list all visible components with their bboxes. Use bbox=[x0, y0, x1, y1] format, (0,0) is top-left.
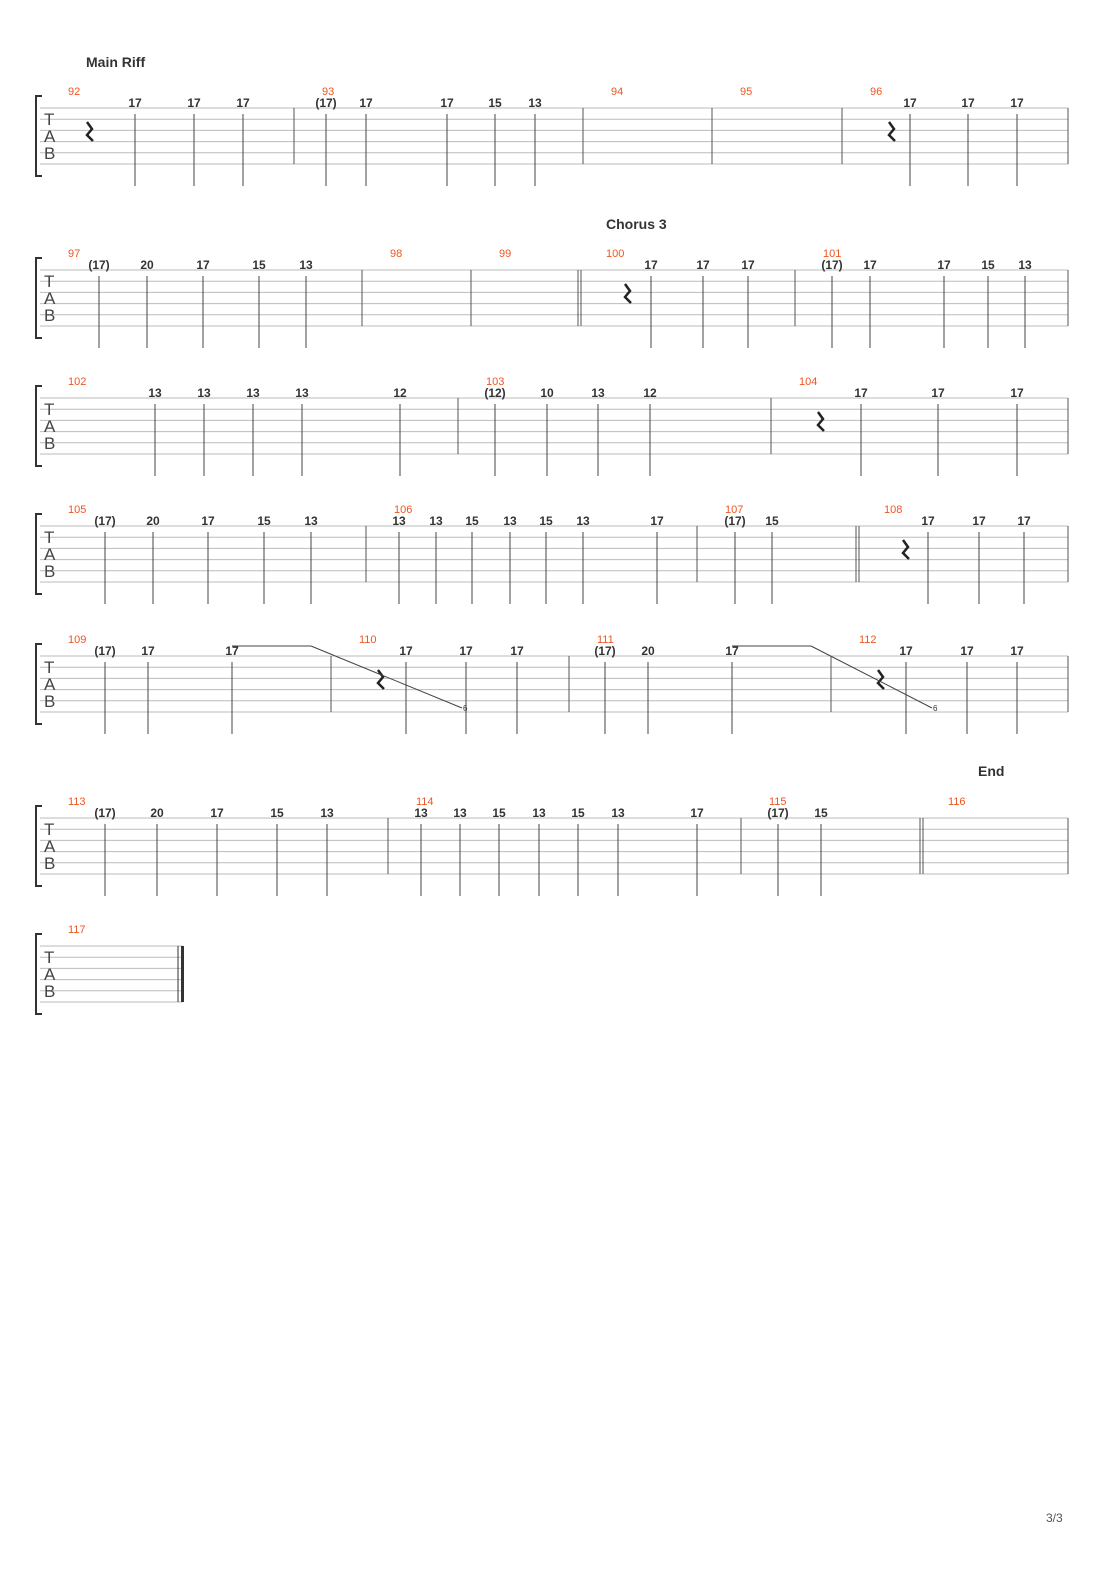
tab-clef-letter: T bbox=[44, 658, 55, 677]
fret-number: 12 bbox=[393, 386, 407, 400]
fret-number: 13 bbox=[304, 514, 318, 528]
slide-target-fret: 6 bbox=[933, 704, 938, 713]
fret-number: 17 bbox=[854, 386, 868, 400]
bar-number: 114 bbox=[416, 796, 434, 808]
tab-clef-letter: T bbox=[44, 272, 55, 291]
fret-number: 15 bbox=[252, 258, 266, 272]
quarter-rest bbox=[378, 670, 384, 689]
bar-number: 110 bbox=[359, 634, 377, 646]
tab-clef-letter: B bbox=[44, 982, 56, 1001]
bar-number: 106 bbox=[394, 504, 413, 516]
bar-number: 112 bbox=[859, 634, 877, 646]
fret-number: 12 bbox=[643, 386, 657, 400]
fret-number: 17 bbox=[459, 644, 473, 658]
tab-clef-letter: B bbox=[44, 692, 56, 711]
fret-number: 10 bbox=[540, 386, 554, 400]
bar-number: 115 bbox=[769, 796, 787, 808]
fret-number: 13 bbox=[299, 258, 313, 272]
bar-number: 96 bbox=[870, 86, 883, 98]
fret-number: 15 bbox=[571, 806, 585, 820]
tab-clef-letter: A bbox=[44, 545, 56, 564]
tab-clef-letter: A bbox=[44, 127, 56, 146]
bar-number: 103 bbox=[486, 376, 505, 388]
fret-number: 17 bbox=[440, 96, 454, 110]
fret-number: 15 bbox=[270, 806, 284, 820]
fret-number: 13 bbox=[576, 514, 590, 528]
fret-number: 20 bbox=[641, 644, 655, 658]
fret-number: 15 bbox=[257, 514, 271, 528]
fret-number: 17 bbox=[960, 644, 974, 658]
fret-number: 13 bbox=[528, 96, 542, 110]
fret-number: 17 bbox=[225, 644, 239, 658]
bar-number: 100 bbox=[606, 248, 625, 260]
quarter-rest bbox=[878, 670, 884, 689]
fret-number: 15 bbox=[765, 514, 779, 528]
bar-number: 104 bbox=[799, 376, 818, 388]
bar-number: 95 bbox=[740, 86, 753, 98]
fret-number: 15 bbox=[465, 514, 479, 528]
bar-number: 105 bbox=[68, 504, 87, 516]
fret-number: 17 bbox=[937, 258, 951, 272]
fret-number: 17 bbox=[741, 258, 755, 272]
fret-number: 17 bbox=[931, 386, 945, 400]
fret-number: 17 bbox=[1010, 644, 1024, 658]
bar-number: 98 bbox=[390, 248, 403, 260]
fret-number: 13 bbox=[453, 806, 467, 820]
tab-system bbox=[36, 634, 1068, 734]
tab-clef-letter: A bbox=[44, 289, 56, 308]
tab-system bbox=[36, 796, 1068, 896]
bar-number: 109 bbox=[68, 634, 87, 646]
fret-number: 17 bbox=[201, 514, 215, 528]
bar-number: 92 bbox=[68, 86, 81, 98]
fret-number: 13 bbox=[611, 806, 625, 820]
fret-number: 17 bbox=[903, 96, 917, 110]
quarter-rest bbox=[903, 540, 909, 559]
tab-system bbox=[36, 86, 1068, 186]
tab-system bbox=[36, 376, 1068, 476]
bar-number: 94 bbox=[611, 86, 624, 98]
tab-clef-letter: A bbox=[44, 965, 56, 984]
fret-number: 17 bbox=[236, 96, 250, 110]
fret-number: 13 bbox=[591, 386, 605, 400]
bar-number: 101 bbox=[823, 248, 842, 260]
fret-number: 13 bbox=[320, 806, 334, 820]
tab-clef-letter: T bbox=[44, 948, 55, 967]
bar-number: 107 bbox=[725, 504, 744, 516]
fret-number: 15 bbox=[981, 258, 995, 272]
fret-number: 17 bbox=[650, 514, 664, 528]
fret-number: (17) bbox=[94, 514, 116, 528]
slide-line bbox=[311, 646, 462, 708]
tab-system bbox=[36, 248, 1068, 348]
tab-clef-letter: A bbox=[44, 675, 56, 694]
fret-number: 17 bbox=[187, 96, 201, 110]
tab-systems bbox=[36, 86, 1068, 1014]
slide-line bbox=[811, 646, 932, 708]
fret-number: (17) bbox=[94, 644, 116, 658]
quarter-rest bbox=[625, 284, 631, 303]
fret-number: 20 bbox=[150, 806, 164, 820]
fret-number: 17 bbox=[141, 644, 155, 658]
fret-number: 17 bbox=[921, 514, 935, 528]
fret-number: 13 bbox=[148, 386, 162, 400]
fret-number: (17) bbox=[594, 644, 616, 658]
fret-number: 13 bbox=[503, 514, 517, 528]
slide-target-fret: 6 bbox=[463, 704, 468, 713]
fret-number: 17 bbox=[690, 806, 704, 820]
tab-clef-letter: A bbox=[44, 417, 56, 436]
bar-number: 111 bbox=[597, 634, 614, 646]
fret-number: 13 bbox=[532, 806, 546, 820]
fret-number: 17 bbox=[399, 644, 413, 658]
fret-number: 15 bbox=[539, 514, 553, 528]
fret-number: 13 bbox=[246, 386, 260, 400]
fret-number: 20 bbox=[140, 258, 154, 272]
fret-number: (17) bbox=[821, 258, 843, 272]
fret-number: 17 bbox=[899, 644, 913, 658]
fret-number: 13 bbox=[429, 514, 443, 528]
tab-clef-letter: B bbox=[44, 434, 56, 453]
fret-number: 17 bbox=[510, 644, 524, 658]
section-label-chorus-3: Chorus 3 bbox=[606, 216, 667, 232]
tab-clef-letter: B bbox=[44, 854, 56, 873]
tab-clef-letter: A bbox=[44, 837, 56, 856]
fret-number: 17 bbox=[696, 258, 710, 272]
bar-number: 116 bbox=[948, 796, 966, 808]
quarter-rest bbox=[818, 412, 824, 431]
fret-number: 17 bbox=[1010, 96, 1024, 110]
fret-number: 17 bbox=[1017, 514, 1031, 528]
tab-clef-letter: T bbox=[44, 820, 55, 839]
bar-number: 108 bbox=[884, 504, 903, 516]
fret-number: 13 bbox=[295, 386, 309, 400]
fret-number: 15 bbox=[814, 806, 828, 820]
bar-number: 97 bbox=[68, 248, 81, 260]
quarter-rest bbox=[889, 122, 895, 141]
final-barline-thick bbox=[181, 946, 184, 1002]
tab-clef-letter: B bbox=[44, 306, 56, 325]
tab-clef-letter: B bbox=[44, 144, 56, 163]
fret-number: 13 bbox=[197, 386, 211, 400]
fret-number: 15 bbox=[488, 96, 502, 110]
tab-system bbox=[36, 924, 184, 1014]
fret-number: 20 bbox=[146, 514, 160, 528]
fret-number: (17) bbox=[94, 806, 116, 820]
bar-number: 93 bbox=[322, 86, 335, 98]
fret-number: (17) bbox=[724, 514, 746, 528]
fret-number: 17 bbox=[961, 96, 975, 110]
fret-number: 15 bbox=[492, 806, 506, 820]
fret-number: 13 bbox=[392, 514, 406, 528]
fret-number: (17) bbox=[767, 806, 789, 820]
fret-number: 17 bbox=[725, 644, 739, 658]
page-number: 3/3 bbox=[1046, 1511, 1063, 1525]
fret-number: (12) bbox=[484, 386, 506, 400]
fret-number: 17 bbox=[128, 96, 142, 110]
tab-clef-letter: T bbox=[44, 528, 55, 547]
fret-number: 17 bbox=[1010, 386, 1024, 400]
bar-number: 102 bbox=[68, 376, 87, 388]
quarter-rest bbox=[87, 122, 93, 141]
section-label-main-riff: Main Riff bbox=[86, 54, 146, 70]
bar-number: 117 bbox=[68, 924, 86, 936]
fret-number: (17) bbox=[88, 258, 110, 272]
fret-number: 17 bbox=[644, 258, 658, 272]
fret-number: 17 bbox=[196, 258, 210, 272]
fret-number: 17 bbox=[210, 806, 224, 820]
fret-number: 17 bbox=[972, 514, 986, 528]
fret-number: 17 bbox=[863, 258, 877, 272]
tab-clef-letter: T bbox=[44, 110, 55, 129]
bar-number: 99 bbox=[499, 248, 512, 260]
tab-clef-letter: T bbox=[44, 400, 55, 419]
tab-system bbox=[36, 504, 1068, 604]
tab-clef-letter: B bbox=[44, 562, 56, 581]
section-label-end: End bbox=[978, 763, 1005, 779]
fret-number: (17) bbox=[315, 96, 337, 110]
fret-number: 17 bbox=[359, 96, 373, 110]
bar-number: 113 bbox=[68, 796, 86, 808]
fret-number: 13 bbox=[1018, 258, 1032, 272]
fret-number: 13 bbox=[414, 806, 428, 820]
